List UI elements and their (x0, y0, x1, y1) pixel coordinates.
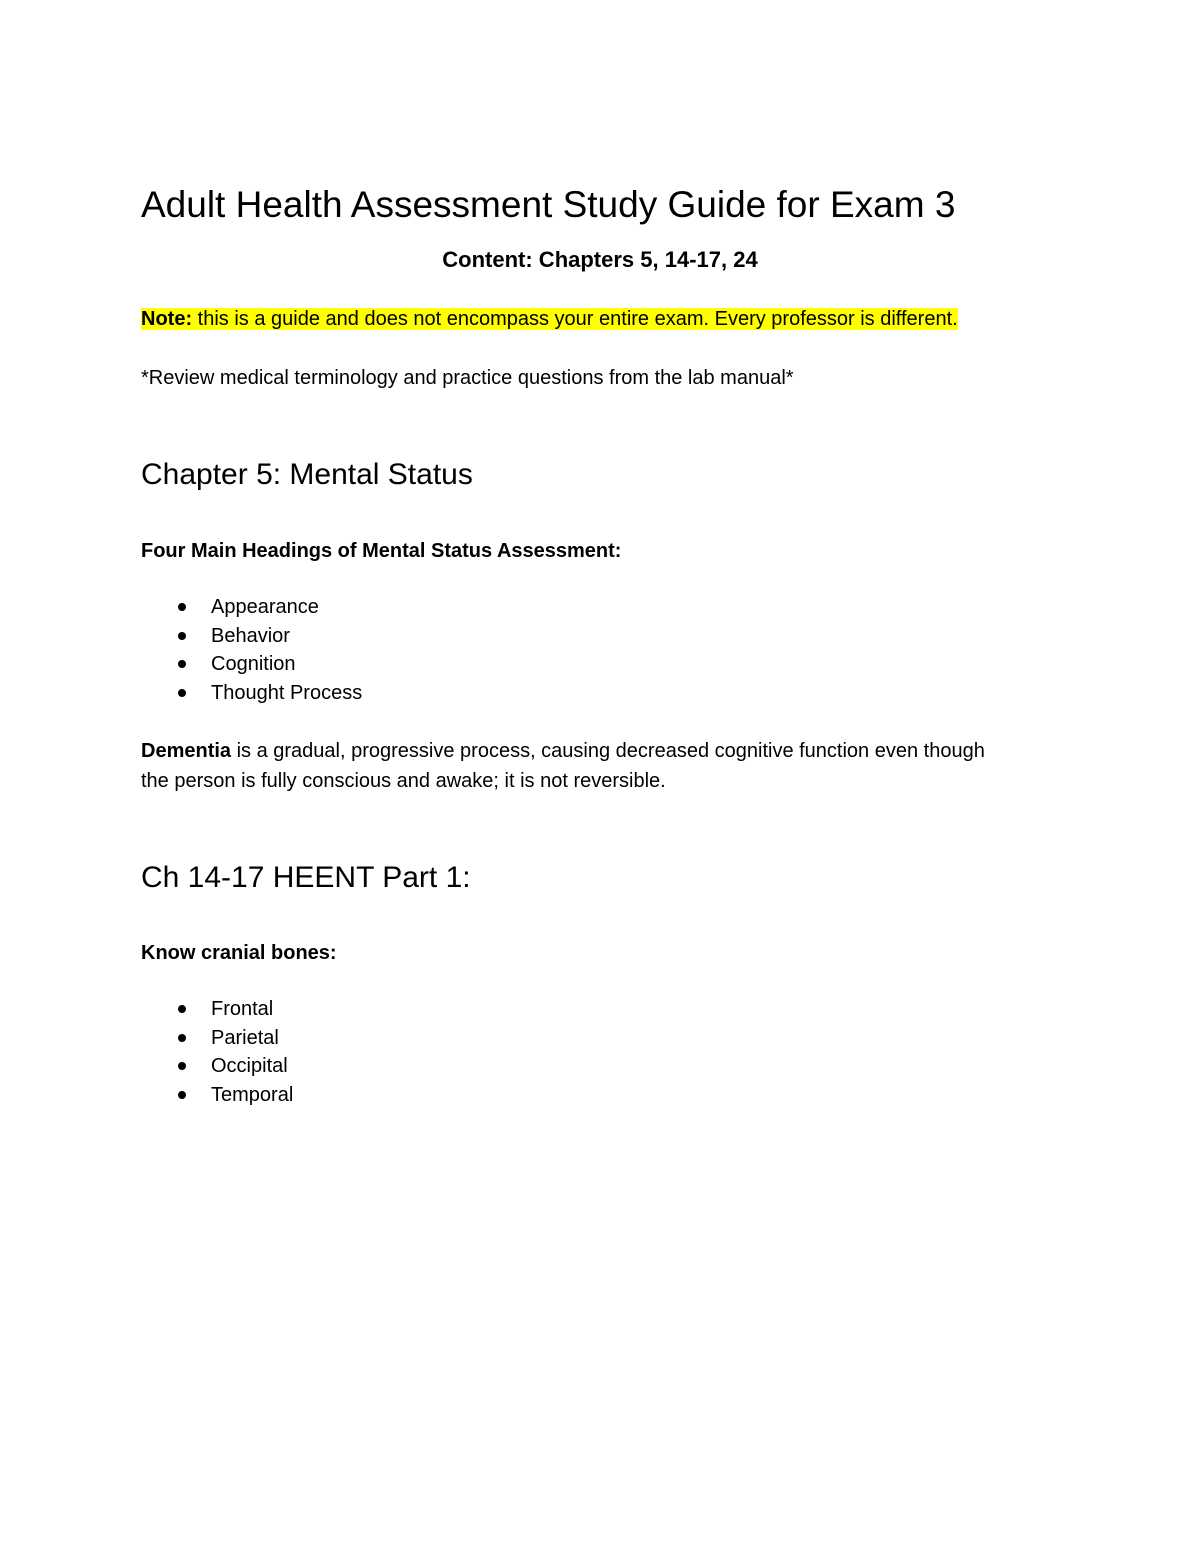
dementia-paragraph (141, 736, 1081, 796)
dementia-text-1: is a gradual, progressive process, causing decreased cognitive function even though (231, 740, 985, 762)
list-item (141, 996, 293, 1025)
bullet-icon (178, 1091, 186, 1099)
list-item-text: Thought Process (211, 681, 363, 704)
bullet-icon (178, 689, 186, 697)
list-item (141, 1025, 293, 1054)
list-item-text: Occipital (211, 1055, 288, 1077)
note-text: this is a guide and does not encompass your entire exam. Every professor is different. (192, 308, 958, 330)
bullet-icon (178, 1034, 186, 1042)
list-item-text: Cognition (211, 653, 296, 675)
note-highlight (141, 308, 958, 330)
chapter14-heading: Ch 14-17 HEENT Part 1: (141, 861, 471, 894)
list-item-text: Behavior (211, 624, 290, 647)
cranial-bones-list (141, 996, 293, 1110)
content-subtitle: Content: Chapters 5, 14-17, 24 (442, 247, 758, 272)
list-item (141, 1082, 293, 1111)
list-item-text: Parietal (211, 1026, 279, 1049)
dementia-term: Dementia (141, 740, 232, 762)
mental-status-list (141, 594, 362, 708)
chapter5-heading: Chapter 5: Mental Status (141, 458, 473, 491)
list-item (141, 623, 362, 652)
bullet-icon (178, 660, 186, 668)
bullet-icon (178, 1062, 186, 1070)
cranial-bones-list-label: Know cranial bones: (141, 942, 337, 964)
dementia-line-1 (141, 736, 1081, 766)
list-item (141, 651, 362, 680)
bullet-icon (178, 603, 186, 611)
bullet-icon (178, 1005, 186, 1013)
review-line: *Review medical terminology and practice questions from the lab manual* (141, 367, 794, 389)
note-line (141, 306, 958, 332)
list-item (141, 680, 362, 709)
list-item-text: Temporal (211, 1083, 294, 1106)
list-item (141, 594, 362, 623)
dementia-line-2: the person is fully conscious and awake; it is not reversible. (141, 770, 666, 792)
document-title: Adult Health Assessment Study Guide for Exam 3 (141, 184, 956, 225)
list-item (141, 1053, 293, 1082)
note-label: Note: (141, 308, 193, 330)
list-item-text: Frontal (211, 998, 274, 1020)
mental-status-list-label: Four Main Headings of Mental Status Assessment: (141, 540, 622, 562)
bullet-icon (178, 632, 186, 640)
list-item-text: Appearance (211, 596, 319, 618)
